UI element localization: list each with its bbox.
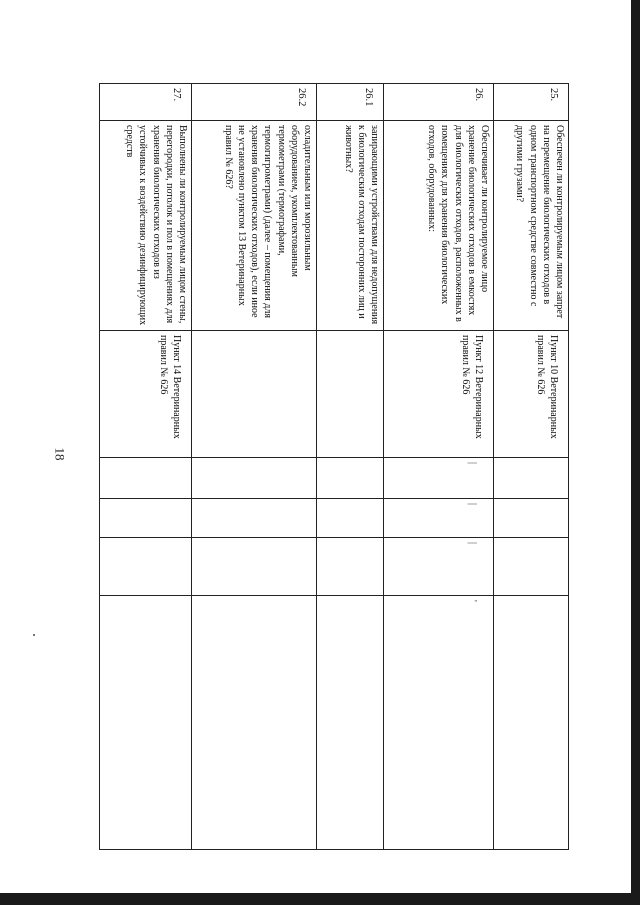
scan-edge-right xyxy=(631,0,640,905)
row-number: 26.2 xyxy=(192,84,317,121)
answer-na-cell xyxy=(192,538,317,596)
answer-na-cell xyxy=(100,538,192,596)
question-text: Обеспечивает ли контролируемое лицо хранение биологических отходов в емкостях для биологических отходов, расположенных в помещениях для хранения биологических отходов, оборудованных: xyxy=(384,121,494,331)
question-text: Выполнены ли контролируемым лицом стены, перегородки, потолок и пол в помещениях для хранения биологических отходов из устойчивых к воздействию дезинфицирующих средств xyxy=(100,121,192,331)
checklist-table xyxy=(99,83,569,850)
question-text: Обеспечен ли контролируемым лицом запрет на перемещение биологических отходов в одном транспортном средстве совместно с другими грузами? xyxy=(494,121,569,331)
table-row xyxy=(100,84,192,850)
table-row xyxy=(384,84,494,850)
answer-no-cell xyxy=(317,499,384,538)
answer-na-cell xyxy=(317,538,384,596)
page-number: 18 xyxy=(52,447,68,461)
legal-reference: Пункт 12 Ветеринарных правил № 626 xyxy=(384,331,494,458)
table-row xyxy=(192,84,317,850)
table-row xyxy=(494,84,569,850)
answer-yes-cell xyxy=(494,458,569,499)
note-cell xyxy=(192,596,317,850)
legal-reference xyxy=(192,331,317,458)
row-number: 26. xyxy=(384,84,494,121)
checklist-table-rotated xyxy=(100,83,569,849)
note-cell xyxy=(100,596,192,850)
row-number: 25. xyxy=(494,84,569,121)
answer-no-cell xyxy=(192,499,317,538)
row-number: 26.1 xyxy=(317,84,384,121)
answer-yes-cell xyxy=(317,458,384,499)
legal-reference: Пункт 10 Ветеринарных правил № 626 xyxy=(494,331,569,458)
table-row xyxy=(317,84,384,850)
note-cell: ' xyxy=(384,596,494,850)
question-text: охладительным или морозильным оборудованием, укомплектованным термометрами (термографами, термогигрометрами) (далее – помещения для хранения биологических отходов), если иное не установлено пунктом 13 Ветеринарных правил № 626? xyxy=(192,121,317,331)
answer-yes-cell xyxy=(100,458,192,499)
answer-yes-cell: | xyxy=(384,458,494,499)
question-text: запирающими устройствами для недопущения к биологическим отходам посторонних лиц и животных? xyxy=(317,121,384,331)
answer-no-cell: | xyxy=(384,499,494,538)
answer-yes-cell xyxy=(192,458,317,499)
legal-reference: Пункт 14 Ветеринарных правил № 626 xyxy=(100,331,192,458)
scan-edge-bottom xyxy=(0,893,640,905)
scan-speck xyxy=(33,634,35,636)
note-cell xyxy=(494,596,569,850)
note-cell xyxy=(317,596,384,850)
legal-reference xyxy=(317,331,384,458)
row-number: 27. xyxy=(100,84,192,121)
answer-na-cell: | xyxy=(384,538,494,596)
answer-no-cell xyxy=(100,499,192,538)
answer-na-cell xyxy=(494,538,569,596)
answer-no-cell xyxy=(494,499,569,538)
